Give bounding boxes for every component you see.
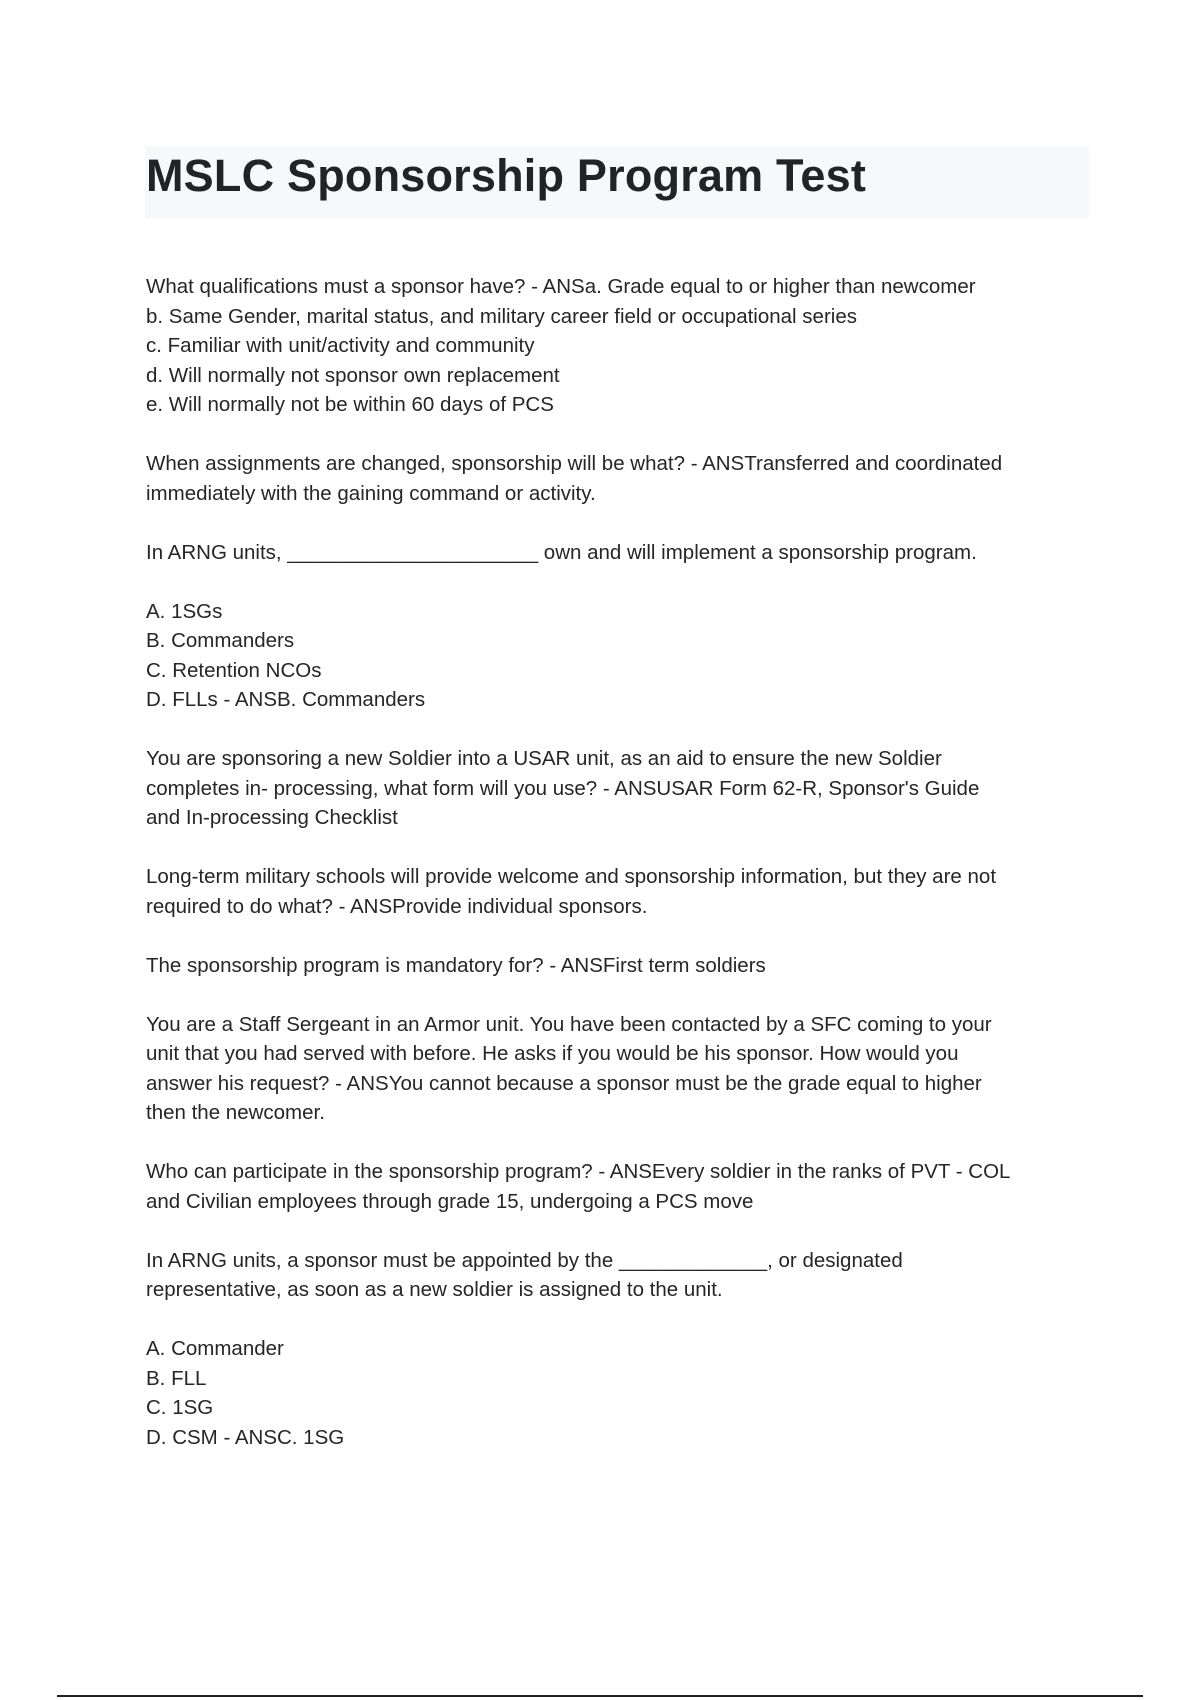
text-line: and In-processing Checklist [146, 806, 398, 829]
qa-block [146, 1157, 1096, 1216]
text-line: You are sponsoring a new Soldier into a USAR unit, as an aid to ensure the new Soldier [146, 747, 942, 770]
text-line: You are a Staff Sergeant in an Armor unit. You have been contacted by a SFC coming to your [146, 1012, 992, 1036]
text-line: Long-term military schools will provide welcome and sponsorship information, but they are not [146, 865, 997, 888]
text-line: In ARNG units, ______________________ own and will implement a sponsorship program. [146, 540, 977, 564]
text-line: answer his request? - ANSYou cannot because a sponsor must be the grade equal to higher [146, 1071, 982, 1095]
option-line: C. Retention NCOs [146, 658, 322, 682]
qa-block [146, 449, 1096, 508]
option-line: B. Commanders [146, 629, 295, 652]
text-line: e. Will normally not be within 60 days of PCS [146, 393, 554, 416]
answer-options [146, 597, 1096, 715]
option-line: A. 1SGs [146, 599, 223, 623]
option-line: D. CSM - ANSC. 1SG [146, 1425, 345, 1449]
text-line: d. Will normally not sponsor own replacement [146, 363, 560, 387]
qa-block [146, 951, 1096, 981]
text-line: The sponsorship program is mandatory for? - ANSFirst term soldiers [146, 953, 766, 977]
option-line: B. FLL [146, 1366, 207, 1390]
footer-divider [57, 1695, 1143, 1697]
text-line: representative, as soon as a new soldier is assigned to the unit. [146, 1278, 723, 1301]
text-line: Who can participate in the sponsorship program? - ANSEvery soldier in the ranks of PVT - COL [146, 1160, 1011, 1183]
text-line: required to do what? - ANSProvide individual sponsors. [146, 894, 648, 918]
text-line: immediately with the gaining command or activity. [146, 481, 596, 505]
text-line: then the newcomer. [146, 1101, 325, 1124]
answer-options [146, 1334, 1096, 1452]
option-line: C. 1SG [146, 1396, 214, 1419]
qa-block [146, 1010, 1096, 1128]
qa-block [146, 744, 1096, 833]
document-body [146, 272, 1096, 1482]
qa-block [146, 862, 1096, 921]
option-line: D. FLLs - ANSB. Commanders [146, 688, 426, 711]
option-line: A. Commander [146, 1337, 284, 1360]
text-line: b. Same Gender, marital status, and military career field or occupational series [146, 304, 857, 328]
text-line: completes in- processing, what form will you use? - ANSUSAR Form 62-R, Sponsor's Guide [146, 776, 980, 800]
page-title: MSLC Sponsorship Program Test [146, 150, 867, 201]
text-line: unit that you had served with before. He asks if you would be his sponsor. How would you [146, 1042, 959, 1065]
text-line: In ARNG units, a sponsor must be appointed by the _____________, or designated [146, 1248, 903, 1272]
text-line: What qualifications must a sponsor have? - ANSa. Grade equal to or higher than newcomer [146, 275, 976, 298]
qa-block [146, 538, 1096, 568]
text-line: and Civilian employees through grade 15, undergoing a PCS move [146, 1189, 754, 1213]
qa-block [146, 1246, 1096, 1305]
qa-block [146, 272, 1096, 420]
text-line: When assignments are changed, sponsorship will be what? - ANSTransferred and coordinated [146, 452, 1003, 475]
text-line: c. Familiar with unit/activity and community [146, 334, 535, 357]
